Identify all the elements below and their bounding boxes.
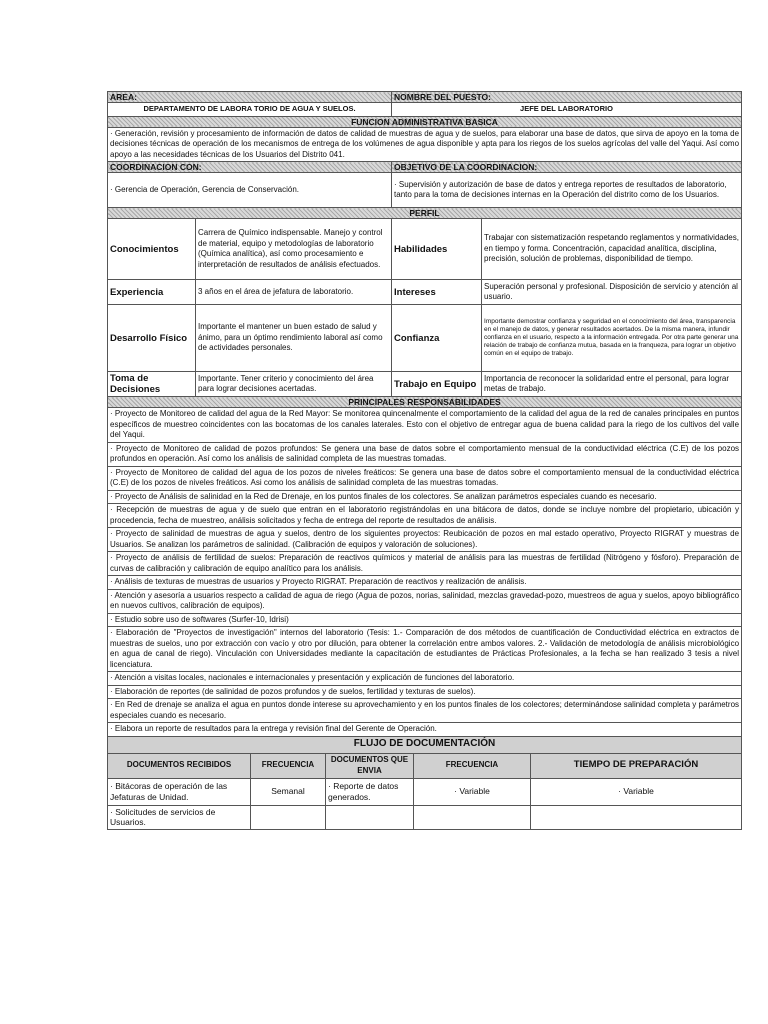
responsabilidad-row — [108, 699, 742, 723]
perfil-value: Importancia de reconocer la solidaridad entre el personal, para lograr metas de trabajo. — [482, 372, 742, 397]
perfil-value: Importante el mantener un buen estado de salud y ánimo, para un óptimo rendimiento laboral así como de actividades personales. — [196, 305, 392, 372]
responsabilidades-title-row — [108, 397, 742, 408]
perfil-value: 3 años en el área de jefatura de laboratorio. — [196, 280, 392, 305]
responsabilidad-item: · En Red de drenaje se analiza el agua en puntos donde interese su aprovechamiento y en los puntos finales de los colectores; determinándose salinidad completa y parámetros especiales cuando es necesario. — [108, 699, 742, 723]
perfil-label: Confianza — [392, 305, 482, 372]
header-labels-row — [108, 92, 742, 103]
responsabilidad-item: · Recepción de muestras de agua y de suelo que entran en el laboratorio registrándolas en una bitácora de datos, donde se incluye nombre del propietario, ubicación y procedencia, fecha de muestreo, análisis solicitados y fecha de entrega del reporte de resultados de análisis. — [108, 504, 742, 528]
area-label: AREA: — [108, 92, 392, 103]
perfil-title-row — [108, 208, 742, 219]
responsabilidad-row — [108, 552, 742, 576]
flujo-header-cell: DOCUMENTOS RECIBIDOS — [108, 753, 251, 778]
funcion-title: FUNCION ADMINISTRATIVA BASICA — [108, 116, 742, 127]
flujo-title-row — [108, 736, 742, 753]
responsabilidad-row — [108, 723, 742, 737]
coordinacion-label: COORDINACION CON: — [108, 162, 392, 173]
responsabilidad-row — [108, 589, 742, 613]
perfil-label: Experiencia — [108, 280, 196, 305]
responsabilidad-item: · Proyecto de Monitoreo de calidad del agua de los pozos de niveles freáticos: Se genera una base de datos sobre el comportamiento mensual de la conductividad eléctrica (C.E) de los pozos de niveles freáticos. Asi como los análisis de salinidad completa de las muestras tomadas. — [108, 466, 742, 490]
perfil-row — [108, 219, 742, 280]
responsabilidad-row — [108, 627, 742, 672]
flujo-cell-empty — [531, 805, 742, 829]
flujo-cell: · Variable — [531, 778, 742, 805]
perfil-row — [108, 280, 742, 305]
perfil-label: Desarrollo Físico — [108, 305, 196, 372]
flujo-cell-empty — [251, 805, 326, 829]
coordinacion-labels-row — [108, 162, 742, 173]
flujo-cell: Semanal — [251, 778, 326, 805]
funcion-text-row — [108, 127, 742, 162]
perfil-label: Intereses — [392, 280, 482, 305]
perfil-value: Trabajar con sistematización respetando reglamentos y normatividades, en tiempo y forma. Concentración, capacidad analítica, disciplina, precisión, solución de problemas, disponibilidad de tiempo. — [482, 219, 742, 280]
responsabilidad-item: · Atención y asesoría a usuarios respecto a calidad de agua de riego (Agua de pozos, norias, salinidad, mezclas gravedad-pozo, muestreos de agua y suelos, apoyo bibliográfico en nuevos cultivos, calibración de equipos). — [108, 589, 742, 613]
coordinacion-values-row — [108, 173, 742, 208]
perfil-label: Conocimientos — [108, 219, 196, 280]
responsabilidad-row — [108, 504, 742, 528]
flujo-header-cell: DOCUMENTOS QUE ENVIA — [326, 753, 414, 778]
puesto-label: NOMBRE DEL PUESTO: — [392, 92, 742, 103]
flujo-table — [107, 736, 742, 830]
flujo-cell-empty — [414, 805, 531, 829]
flujo-cell-empty — [326, 805, 414, 829]
perfil-value: Superación personal y profesional. Disposición de servicio y atención al usuario. — [482, 280, 742, 305]
perfil-label: Habilidades — [392, 219, 482, 280]
responsabilidades-title: PRINCIPALES RESPONSABILIDADES — [108, 397, 742, 408]
objetivo-value: · Supervisión y autorización de base de datos y entrega reportes de resultados de laboratorio, tanto para la toma de decisiones internas en la Operación del distrito como de los Usuarios. — [392, 173, 742, 208]
flujo-title: FLUJO DE DOCUMENTACIÓN — [108, 736, 742, 753]
perfil-label: Toma de Decisiones — [108, 372, 196, 397]
responsabilidad-row — [108, 528, 742, 552]
responsabilidad-row — [108, 490, 742, 504]
perfil-title: PERFIL — [108, 208, 742, 219]
responsabilidad-row — [108, 613, 742, 627]
flujo-header-cell: FRECUENCIA — [251, 753, 326, 778]
responsabilidad-item: · Proyecto de Monitoreo de calidad del agua de la Red Mayor: Se monitorea quincenalmente el comportamiento de la calidad del agua de la red de canales principales en puntos específicos de muestreo coincidentes con las bocatomas de los canales laterales. Esto con el objetivo de entregar agua de buena calidad para la riego de los cultivos del valle del Yaqui. — [108, 408, 742, 443]
header-values-row — [108, 103, 742, 117]
perfil-row — [108, 305, 742, 372]
flujo-row — [108, 778, 742, 805]
flujo-header-cell: TIEMPO DE PREPARACIÓN — [531, 753, 742, 778]
perfil-value: Carrera de Químico indispensable. Manejo y control de material, equipo y metodologías de laboratorio (Química analítica), así como procesamiento e interpretación de resultados de análisis efectuados. — [196, 219, 392, 280]
perfil-label: Trabajo en Equipo — [392, 372, 482, 397]
flujo-row — [108, 805, 742, 829]
responsabilidad-row — [108, 466, 742, 490]
responsabilidad-item: · Proyecto de Monitoreo de calidad de pozos profundos: Se genera una base de datos sobre el comportamiento mensual de la conductividad eléctrica (C.E) de los pozos profundos en operación. Así como los análisis de salinidad completa de las muestras tomadas. — [108, 442, 742, 466]
puesto-value: JEFE DEL LABORATORIO — [392, 103, 742, 117]
responsabilidad-item: · Análisis de texturas de muestras de usuarios y Proyecto RIGRAT. Preparación de reactivos y realización de análisis. — [108, 576, 742, 590]
flujo-cell: · Reporte de datos generados. — [326, 778, 414, 805]
coordinacion-value: · Gerencia de Operación, Gerencia de Conservación. — [108, 173, 392, 208]
funcion-text: · Generación, revisión y procesamiento de información de datos de calidad de muestras de agua y de suelos, para elaborar una base de datos, que sirva de apoyo en la toma de decisiones técnicas de operación de los mecanismos de entrega de los volúmenes de agua disponible y apta para los riegos de los suelos agrícolas del valle del Yaqui. Así como apoyo a las necesidades técnicas de los Usuarios del Distrito 041. — [108, 127, 742, 162]
responsabilidad-row — [108, 408, 742, 443]
responsabilidad-item: · Elabora un reporte de resultados para la entrega y revisión final del Gerente de Operación. — [108, 723, 742, 737]
responsabilidad-row — [108, 685, 742, 699]
area-value: DEPARTAMENTO DE LABORA TORIO DE AGUA Y SUELOS. — [108, 103, 392, 117]
flujo-header-cell: FRECUENCIA — [414, 753, 531, 778]
flujo-header-row — [108, 753, 742, 778]
flujo-cell: · Solicitudes de servicios de Usuarios. — [108, 805, 251, 829]
flujo-cell: · Bitácoras de operación de las Jefaturas de Unidad. — [108, 778, 251, 805]
responsabilidad-row — [108, 442, 742, 466]
perfil-row — [108, 372, 742, 397]
objetivo-label: OBJETIVO DE LA COORDINACION: — [392, 162, 742, 173]
responsabilidad-item: · Estudio sobre uso de softwares (Surfer-10, Idrisi) — [108, 613, 742, 627]
responsabilidad-item: · Atención a visitas locales, nacionales e internacionales y presentación y explicación de funciones del laboratorio. — [108, 672, 742, 686]
perfil-value: Importante demostrar confianza y seguridad en el conocimiento del área, transparencia en el manejo de datos, y generar resultados acertados. De la misma manera, infundir confianza en el usuario, respecto a la información entregada. Por otra parte generar una relación de trabajo de confianza mutua, basada en la franqueza, para lograr un objetivo común en el equipo de trabajo. — [482, 305, 742, 372]
perfil-value: Importante. Tener criterio y conocimiento del área para lograr decisiones acertadas. — [196, 372, 392, 397]
responsabilidad-item: · Proyecto de análisis de fertilidad de suelos: Preparación de reactivos químicos y material de análisis para las muestras de fertilidad (Nitrógeno y fósforo). Preparación de curvas de calibración y calibración de equipo analítico para los análisis. — [108, 552, 742, 576]
job-description-document — [107, 91, 741, 830]
funcion-title-row — [108, 116, 742, 127]
responsabilidad-item: · Proyecto de salinidad de muestras de agua y suelos, dentro de los siguientes proyectos: Reubicación de pozos en mal estado operativo, Proyecto RIGRAT y muestras de Usuarios. Se analizan los parámetros de salinidad. (Calibración de equipos y valoración de soluciones). — [108, 528, 742, 552]
responsabilidad-item: · Proyecto de Análisis de salinidad en la Red de Drenaje, en los puntos finales de los colectores. Se analizan parámetros especiales cuando es necesario. — [108, 490, 742, 504]
responsabilidad-row — [108, 672, 742, 686]
responsabilidad-item: · Elaboración de "Proyectos de investigación" internos del laboratorio (Tesis: 1.- Comparación de dos métodos de cuantificación de Conductividad eléctrica en extractos de muestras de suelos, uno por extracción con vacío y otro por dilución, para obtener la correlación entre ambos valores. 2.- Validación de metodología de análisis microbiológico en agua de canal de riego). Vinculación con Universidades mediante la capacitación de estudiantes de Prácticas Profesionales, a la fecha se han realizado 3 tesis a nivel licenciatura. — [108, 627, 742, 672]
responsabilidad-item: · Elaboración de reportes (de salinidad de pozos profundos y de suelos, fertilidad y texturas de suelos). — [108, 685, 742, 699]
job-description-table — [107, 91, 742, 737]
flujo-cell: · Variable — [414, 778, 531, 805]
responsabilidad-row — [108, 576, 742, 590]
